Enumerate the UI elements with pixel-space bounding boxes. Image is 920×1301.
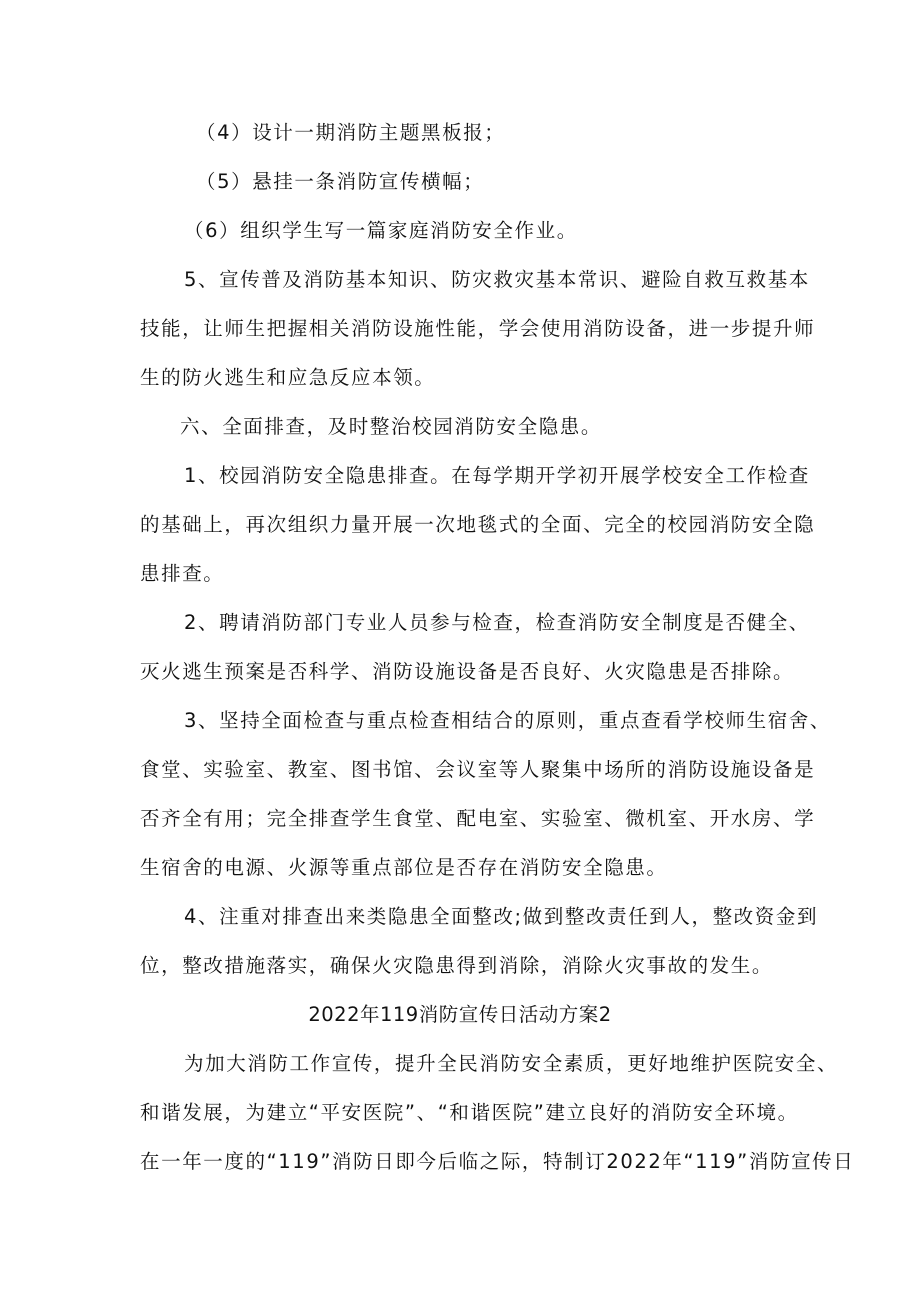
- paragraph-5-line-3: 生的防火逃生和应急反应本领。: [140, 366, 436, 389]
- item-1-line-1: 1、校园消防安全隐患排查。在每学期开学初开展学校安全工作检查: [184, 464, 810, 487]
- item-3-line-3: 否齐全有用；完全排查学生食堂、配电室、实验室、微机室、开水房、学: [140, 807, 816, 830]
- intro-line-3: 在一年一度的“119”消防日即今后临之际，特制订2022年“119”消防宣传日: [140, 1150, 855, 1173]
- item-1-line-3: 患排查。: [140, 562, 225, 585]
- list-item-5: （5）悬挂一条消防宣传横幅；: [196, 170, 485, 193]
- item-4-line-2: 位，整改措施落实，确保火灾隐患得到消除，消除火灾事故的发生。: [140, 954, 774, 977]
- section-heading-6: 六、全面排查，及时整治校园消防安全隐患。: [180, 415, 603, 438]
- item-1-line-2: 的基础上，再次组织力量开展一次地毯式的全面、完全的校园消防安全隐: [140, 513, 816, 536]
- item-3-line-2: 食堂、实验室、教室、图书馆、会议室等人聚集中场所的消防设施设备是: [140, 758, 816, 781]
- item-2-line-1: 2、聘请消防部门专业人员参与检查，检查消防安全制度是否健全、: [184, 611, 810, 634]
- item-3-line-4: 生宿舍的电源、火源等重点部位是否存在消防安全隐患。: [140, 856, 668, 879]
- paragraph-5-line-2: 技能，让师生把握相关消防设施性能，学会使用消防设备，进一步提升师: [140, 317, 816, 340]
- item-3-line-1: 3、坚持全面检查与重点检查相结合的原则，重点查看学校师生宿舍、: [184, 709, 832, 732]
- list-item-4: （4）设计一期消防主题黑板报；: [196, 121, 506, 144]
- item-2-line-2: 灭火逃生预案是否科学、消防设施设备是否良好、火灾隐患是否排除。: [140, 660, 795, 683]
- list-item-6: （6）组织学生写一篇家庭消防安全作业。: [184, 219, 578, 242]
- document-title: 2022年119消防宣传日活动方案2: [308, 1003, 612, 1026]
- intro-line-2: 和谐发展，为建立“平安医院”、“和谐医院”建立良好的消防安全环境。: [140, 1101, 799, 1124]
- item-4-line-1: 4、注重对排查出来类隐患全面整改;做到整改责任到人，整改资金到: [184, 905, 819, 928]
- paragraph-5-line-1: 5、宣传普及消防基本知识、防灾救灾基本常识、避险自救互救基本: [184, 268, 810, 291]
- intro-line-1: 为加大消防工作宣传，提升全民消防安全素质，更好地维护医院安全、: [184, 1052, 839, 1075]
